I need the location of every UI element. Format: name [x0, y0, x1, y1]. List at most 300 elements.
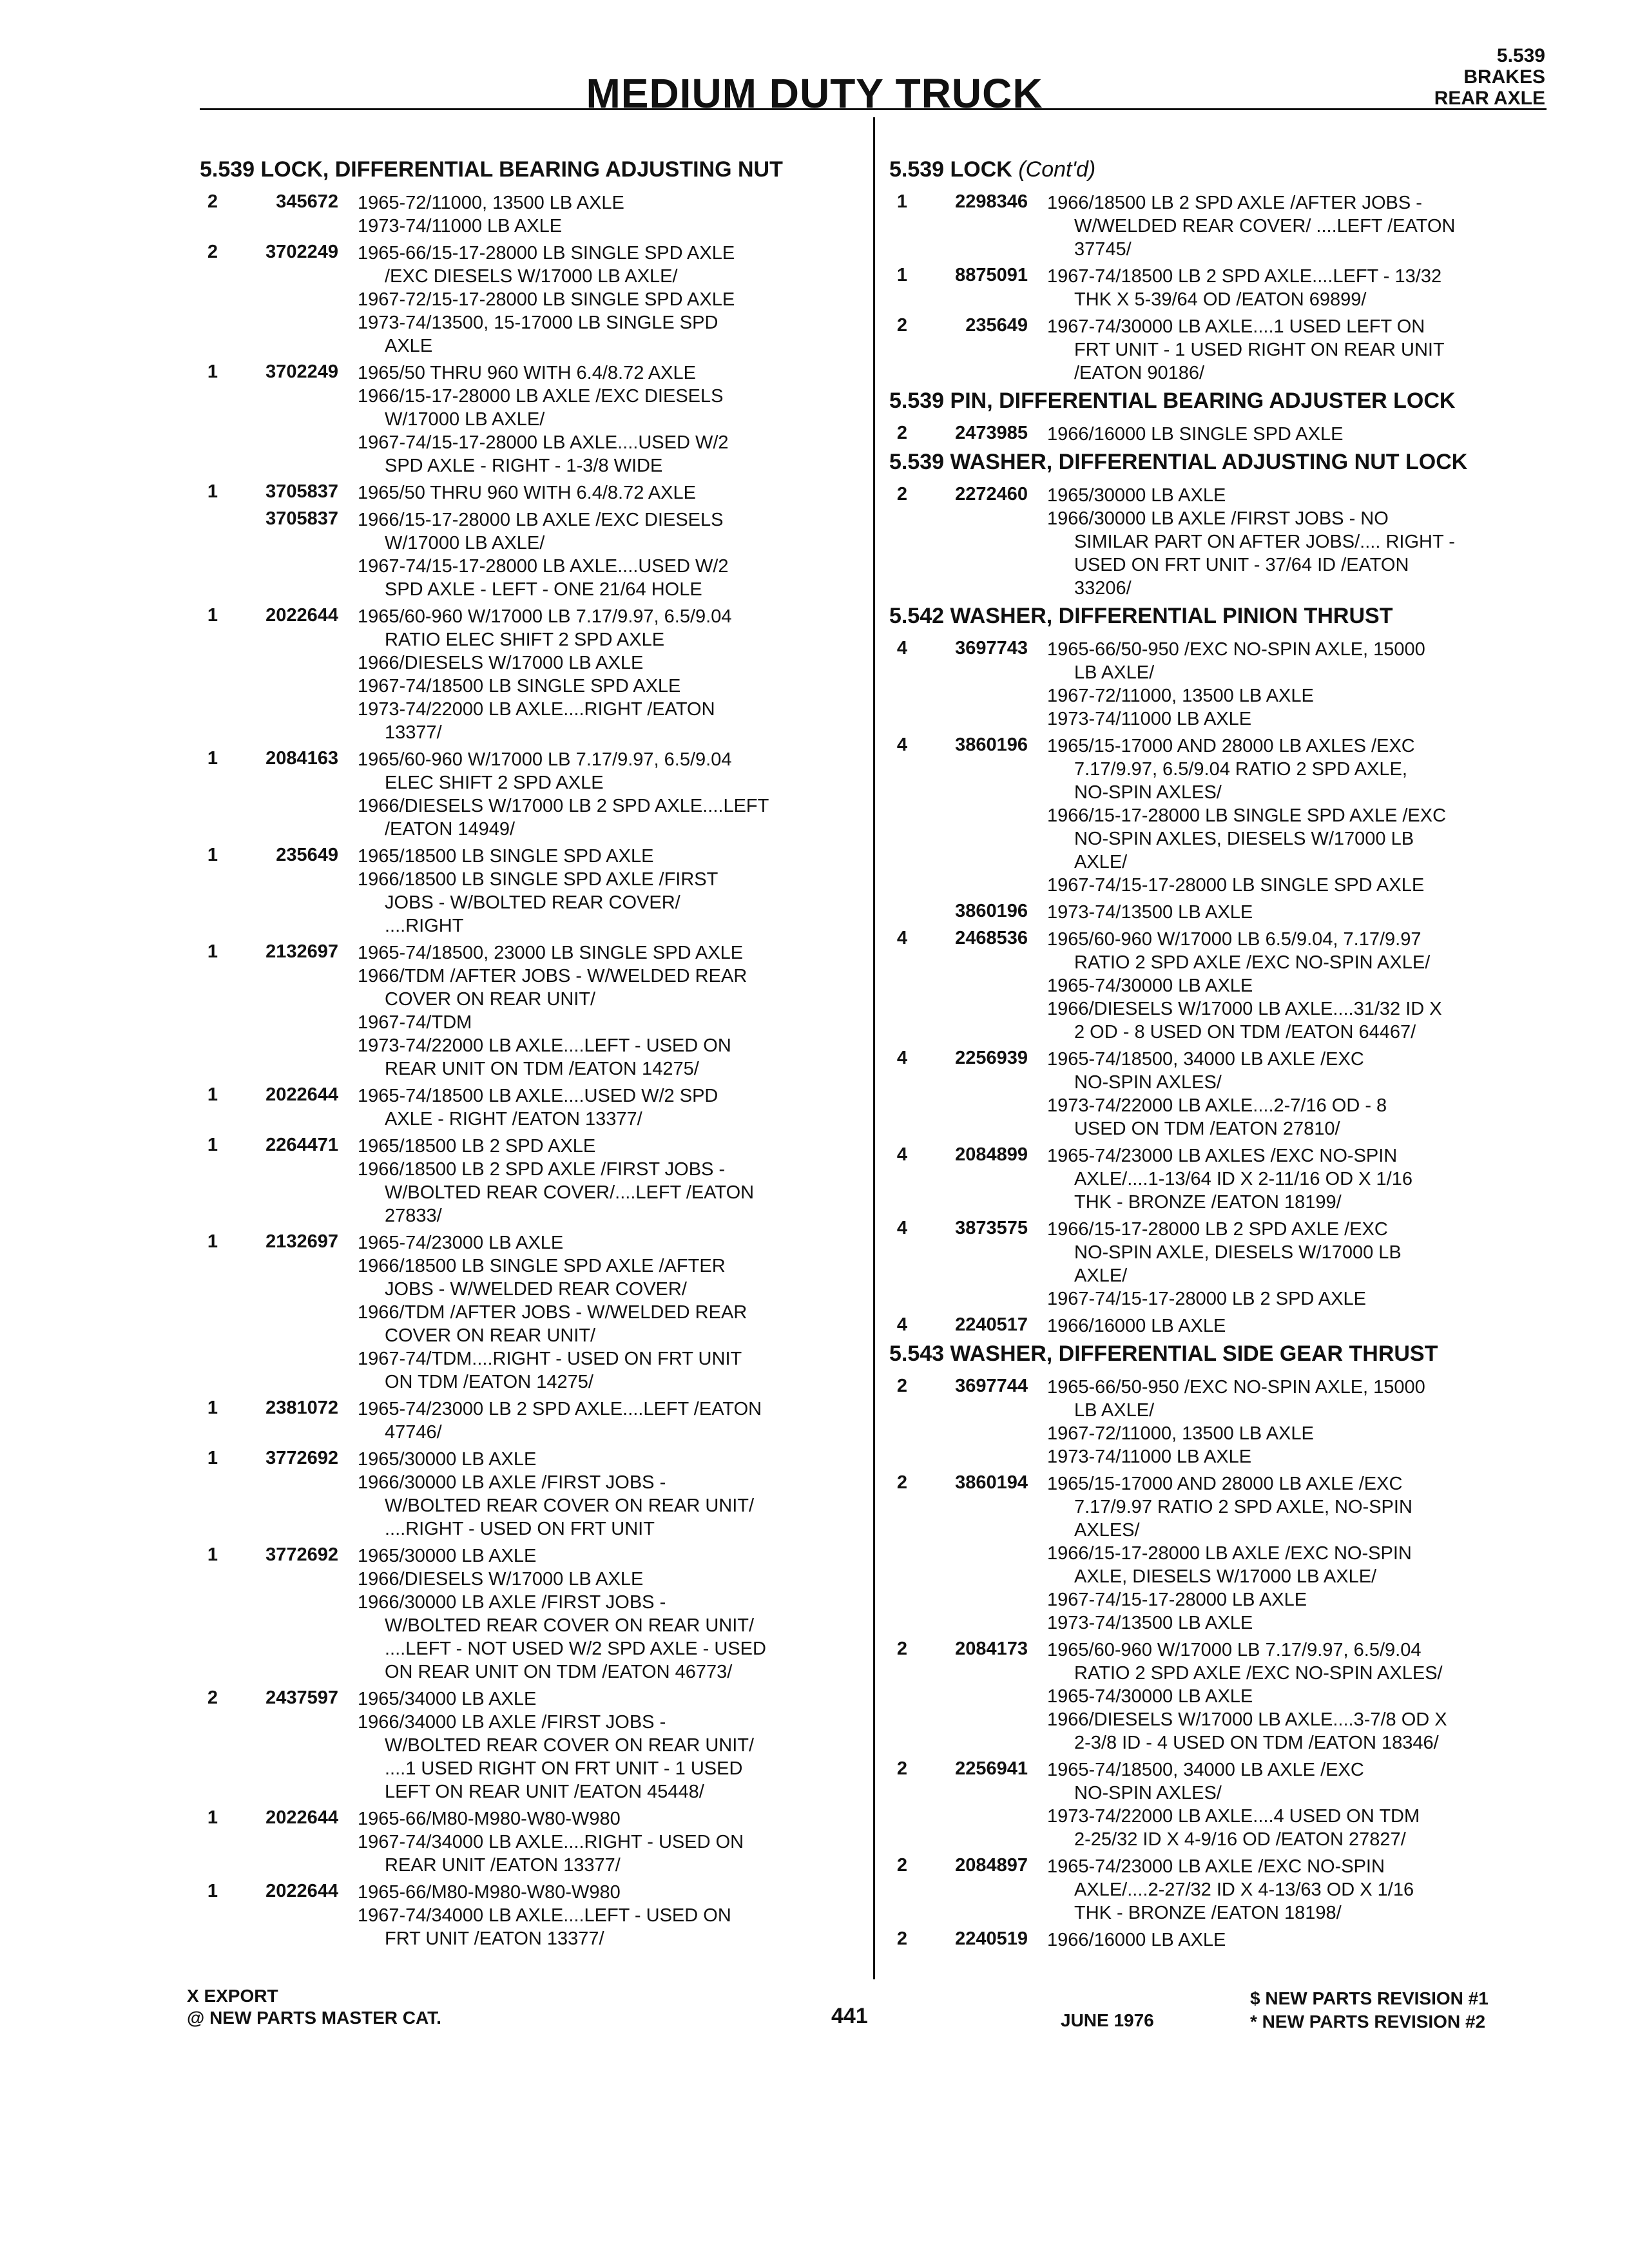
description-line: W/WELDED REAR COVER/ ....LEFT /EATON	[1074, 216, 1456, 236]
description-line: AXLE/....2-27/32 ID X 4-13/63 OD X 1/16	[1074, 1879, 1414, 1900]
description-line: 7.17/9.97 RATIO 2 SPD AXLE, NO-SPIN	[1074, 1497, 1412, 1517]
part-entry	[200, 1687, 851, 1803]
description-line: 1966/15-17-28000 LB AXLE /EXC NO-SPIN	[1047, 1543, 1412, 1564]
description	[358, 1807, 851, 1877]
description-line: AXLE/	[1074, 852, 1128, 872]
part-entry	[200, 605, 851, 744]
quantity: 1	[207, 481, 218, 502]
description-line: /EATON 14949/	[385, 819, 516, 840]
header-rule	[200, 108, 1547, 110]
section-heading	[889, 1341, 1553, 1367]
part-entry	[889, 1048, 1553, 1140]
quantity: 4	[896, 735, 908, 755]
description-line: 1965/15-17000 AND 28000 LB AXLES /EXC	[1047, 736, 1415, 756]
part-number: 3697743	[955, 638, 1028, 658]
description-line: NO-SPIN AXLES/	[1074, 1783, 1222, 1803]
description-line: 1966/TDM /AFTER JOBS - W/WELDED REAR	[358, 966, 747, 986]
description-line: 1967-74/34000 LB AXLE....RIGHT - USED ON	[358, 1832, 744, 1852]
part-number: 8875091	[955, 265, 1028, 285]
description-line: 1966/DIESELS W/17000 LB AXLE	[358, 653, 644, 673]
description-line: 37745/	[1074, 239, 1132, 260]
description-line: COVER ON REAR UNIT/	[385, 989, 596, 1010]
section-title: 5.539 LOCK	[889, 157, 1012, 182]
description-line: 1965-66/M80-M980-W80-W980	[358, 1882, 621, 1903]
part-number: 2022644	[265, 1084, 338, 1105]
description	[1047, 1376, 1553, 1468]
description	[1047, 1472, 1553, 1635]
part-entry	[889, 1314, 1553, 1338]
description-line: 1966/18500 LB 2 SPD AXLE /AFTER JOBS -	[1047, 193, 1422, 213]
description-line: W/17000 LB AXLE/	[385, 533, 545, 553]
description-line: 1965-74/18500, 34000 LB AXLE /EXC	[1047, 1760, 1364, 1780]
section-heading	[889, 157, 1553, 182]
description-line: /EXC DIESELS W/17000 LB AXLE/	[385, 266, 678, 287]
description-line: LB AXLE/	[1074, 662, 1155, 683]
description	[1047, 1639, 1553, 1754]
footer-date: JUNE 1976	[1061, 2010, 1154, 2030]
section-note: (Cont'd)	[1018, 157, 1096, 182]
description-line: 27833/	[385, 1206, 442, 1226]
part-number: 2272460	[955, 484, 1028, 505]
description-line: 1965/15-17000 AND 28000 LB AXLE /EXC	[1047, 1474, 1403, 1494]
description-line: AXLE	[385, 336, 433, 356]
part-number: 3860194	[955, 1472, 1028, 1493]
description-line: 1967-72/11000, 13500 LB AXLE	[1047, 1423, 1314, 1444]
description-line: JOBS - W/BOLTED REAR COVER/	[385, 892, 680, 913]
part-entry	[200, 1448, 851, 1541]
quantity: 2	[896, 484, 908, 505]
part-number: 3772692	[265, 1448, 338, 1468]
description-line: 1965-74/30000 LB AXLE	[1047, 1686, 1253, 1707]
quantity: 1	[207, 1881, 218, 1901]
description-line: W/BOLTED REAR COVER ON REAR UNIT/	[385, 1495, 755, 1516]
description-line: THK X 5-39/64 OD /EATON 69899/	[1074, 289, 1367, 310]
quantity: 2	[896, 1376, 908, 1396]
section-title: 5.539 WASHER, DIFFERENTIAL ADJUSTING NUT LOCK	[889, 450, 1468, 474]
description-line: 1965/60-960 W/17000 LB 6.5/9.04, 7.17/9.97	[1047, 929, 1422, 950]
description-line: /EATON 90186/	[1074, 363, 1205, 383]
part-entry	[200, 1881, 851, 1950]
part-entry	[889, 1855, 1553, 1925]
description-line: 1965/30000 LB AXLE	[358, 1449, 537, 1470]
description-line: 1967-74/TDM	[358, 1012, 472, 1033]
part-number: 3860196	[955, 901, 1028, 921]
description	[358, 1687, 851, 1803]
description-line: 1967-74/18500 LB SINGLE SPD AXLE	[358, 676, 681, 697]
description	[1047, 1758, 1553, 1851]
description-line: RATIO 2 SPD AXLE /EXC NO-SPIN AXLES/	[1074, 1663, 1443, 1684]
subcategory-label: REAR AXLE	[1434, 88, 1545, 109]
description-line: 1966/30000 LB AXLE /FIRST JOBS -	[358, 1592, 666, 1613]
part-number: 2084899	[955, 1144, 1028, 1165]
description	[1047, 901, 1553, 924]
description-line: 1966/16000 LB AXLE	[1047, 1316, 1226, 1336]
description-line: 1967-72/11000, 13500 LB AXLE	[1047, 686, 1314, 706]
part-entry	[889, 315, 1553, 385]
description	[1047, 191, 1553, 261]
part-entry	[889, 1376, 1553, 1468]
description-line: 1965-66/15-17-28000 LB SINGLE SPD AXLE	[358, 243, 735, 264]
description-line: ....1 USED RIGHT ON FRT UNIT - 1 USED	[385, 1758, 743, 1779]
part-number: 2256939	[955, 1048, 1028, 1068]
description-line: 1973-74/22000 LB AXLE....4 USED ON TDM	[1047, 1806, 1420, 1827]
description	[358, 1544, 851, 1684]
description	[358, 748, 851, 841]
description-line: 1965-66/50-950 /EXC NO-SPIN AXLE, 15000	[1047, 639, 1425, 660]
part-number: 2298346	[955, 191, 1028, 212]
quantity	[889, 901, 915, 924]
part-number: 3702249	[265, 242, 338, 262]
description-line: 1967-74/15-17-28000 LB 2 SPD AXLE	[1047, 1289, 1366, 1309]
quantity: 1	[896, 265, 908, 285]
description	[1047, 1855, 1553, 1925]
part-number: 3697744	[955, 1376, 1028, 1396]
description-line: NO-SPIN AXLES/	[1074, 782, 1222, 803]
description-line: W/BOLTED REAR COVER ON REAR UNIT/	[385, 1615, 755, 1636]
description	[358, 1084, 851, 1131]
description	[358, 1398, 851, 1444]
description-line: 1965-74/23000 LB AXLE	[358, 1233, 564, 1253]
section-corner	[1434, 45, 1545, 109]
quantity: 1	[207, 605, 218, 626]
description-line: 1966/16000 LB AXLE	[1047, 1930, 1226, 1950]
left-column	[200, 155, 851, 1954]
description-line: SPD AXLE - LEFT - ONE 21/64 HOLE	[385, 579, 702, 600]
quantity: 1	[207, 1448, 218, 1468]
right-column	[889, 155, 1553, 1956]
description-line: 1965-74/18500, 34000 LB AXLE /EXC	[1047, 1049, 1364, 1070]
description	[1047, 1928, 1553, 1952]
part-number: 2240519	[955, 1928, 1028, 1949]
part-entry	[889, 1928, 1553, 1952]
description	[1047, 735, 1553, 897]
part-entry	[889, 901, 1553, 924]
page-title: MEDIUM DUTY TRUCK	[586, 70, 1043, 117]
part-entry	[889, 265, 1553, 311]
column-divider	[873, 117, 875, 1979]
description-line: W/BOLTED REAR COVER/....LEFT /EATON	[385, 1182, 755, 1203]
part-number: 235649	[276, 845, 338, 865]
part-number: 2022644	[265, 1807, 338, 1828]
description-line: ON TDM /EATON 14275/	[385, 1372, 593, 1392]
description-line: ....LEFT - NOT USED W/2 SPD AXLE - USED	[385, 1639, 766, 1659]
description-line: THK - BRONZE /EATON 18198/	[1074, 1903, 1342, 1923]
description-line: RATIO 2 SPD AXLE /EXC NO-SPIN AXLE/	[1074, 952, 1431, 973]
quantity: 4	[896, 1314, 908, 1335]
description-line: 1973-74/11000 LB AXLE	[358, 216, 563, 236]
part-entry	[200, 845, 851, 937]
description-line: ....RIGHT - USED ON FRT UNIT	[385, 1519, 655, 1539]
description	[358, 1135, 851, 1227]
description-line: 1967-74/30000 LB AXLE....1 USED LEFT ON	[1047, 316, 1425, 337]
part-entry	[889, 1758, 1553, 1851]
quantity: 4	[896, 1144, 908, 1165]
part-number: 2022644	[265, 1881, 338, 1901]
description-line: 47746/	[385, 1422, 442, 1443]
description-line: 1965/18500 LB 2 SPD AXLE	[358, 1136, 596, 1157]
part-number: 3702249	[265, 361, 338, 382]
description-line: 1965/60-960 W/17000 LB 7.17/9.97, 6.5/9.04	[1047, 1640, 1422, 1660]
description-line: 1965-74/23000 LB AXLES /EXC NO-SPIN	[1047, 1146, 1398, 1166]
section-heading	[889, 604, 1553, 629]
description-line: 1965/18500 LB SINGLE SPD AXLE	[358, 846, 654, 867]
description-line: 1965/60-960 W/17000 LB 7.17/9.97, 6.5/9.04	[358, 606, 732, 627]
quantity: 1	[207, 1544, 218, 1565]
quantity: 1	[207, 1398, 218, 1418]
page-number: 441	[831, 2004, 868, 2028]
description-line: AXLE/	[1074, 1265, 1128, 1286]
description-line: SIMILAR PART ON AFTER JOBS/.... RIGHT -	[1074, 532, 1455, 552]
description-line: 1965-74/18500, 23000 LB SINGLE SPD AXLE	[358, 943, 744, 963]
description-line: 1966/16000 LB SINGLE SPD AXLE	[1047, 424, 1344, 445]
part-entry	[889, 928, 1553, 1044]
description-line: 2-3/8 ID - 4 USED ON TDM /EATON 18346/	[1074, 1733, 1439, 1753]
part-number: 2084897	[955, 1855, 1028, 1876]
section-title: 5.542 WASHER, DIFFERENTIAL PINION THRUST	[889, 604, 1393, 628]
part-entry	[889, 638, 1553, 731]
quantity: 2	[896, 1928, 908, 1949]
footer-revision-1: $ NEW PARTS REVISION #1	[1250, 1988, 1489, 2008]
description-line: 1966/30000 LB AXLE /FIRST JOBS - NO	[1047, 508, 1389, 529]
description-line: 33206/	[1074, 578, 1132, 599]
section-number: 5.539	[1496, 45, 1545, 66]
description-line: SPD AXLE - RIGHT - 1-3/8 WIDE	[385, 456, 663, 476]
description-line: REAR UNIT /EATON 13377/	[385, 1855, 621, 1876]
description-line: REAR UNIT ON TDM /EATON 14275/	[385, 1059, 699, 1079]
description-line: 1965/30000 LB AXLE	[358, 1546, 537, 1566]
part-number: 2468536	[955, 928, 1028, 948]
description-line: 1965-66/50-950 /EXC NO-SPIN AXLE, 15000	[1047, 1377, 1425, 1398]
description-line: 1966/DIESELS W/17000 LB 2 SPD AXLE....LEFT	[358, 796, 769, 816]
description-line: 1966/34000 LB AXLE /FIRST JOBS -	[358, 1712, 666, 1733]
description	[358, 1881, 851, 1950]
part-number: 2264471	[265, 1135, 338, 1155]
part-entry	[200, 1084, 851, 1131]
part-number: 2084163	[265, 748, 338, 769]
description-line: 1965/50 THRU 960 WITH 6.4/8.72 AXLE	[358, 483, 696, 503]
description-line: 1966/15-17-28000 LB 2 SPD AXLE /EXC	[1047, 1219, 1388, 1240]
description-line: FRT UNIT - 1 USED RIGHT ON REAR UNIT	[1074, 340, 1445, 360]
part-number: 3873575	[955, 1218, 1028, 1238]
description-line: 1966/18500 LB SINGLE SPD AXLE /FIRST	[358, 869, 718, 890]
description-line: 1966/DIESELS W/17000 LB AXLE	[358, 1569, 644, 1590]
quantity: 2	[896, 315, 908, 336]
description-line: 1965/30000 LB AXLE	[1047, 485, 1226, 506]
description-line: AXLE, DIESELS W/17000 LB AXLE/	[1074, 1566, 1377, 1587]
part-entry	[200, 191, 851, 238]
description-line: 1973-74/11000 LB AXLE	[1047, 1446, 1252, 1467]
description-line: LB AXLE/	[1074, 1400, 1155, 1421]
description-line: THK - BRONZE /EATON 18199/	[1074, 1192, 1342, 1213]
quantity: 2	[896, 423, 908, 443]
part-number: 2381072	[265, 1398, 338, 1418]
part-number: 345672	[276, 191, 338, 212]
footer-export: X EXPORT	[187, 1986, 278, 2006]
description-line: 1965-74/18500 LB AXLE....USED W/2 SPD	[358, 1086, 718, 1106]
quantity: 1	[207, 845, 218, 865]
part-number: 3772692	[265, 1544, 338, 1565]
description-line: NO-SPIN AXLE, DIESELS W/17000 LB	[1074, 1242, 1402, 1263]
description-line: 1965-72/11000, 13500 LB AXLE	[358, 193, 624, 213]
part-entry	[200, 1544, 851, 1684]
part-number: 2022644	[265, 605, 338, 626]
part-entry	[200, 481, 851, 505]
section-heading	[200, 157, 851, 182]
quantity: 2	[896, 1758, 908, 1779]
description-line: 1966/DIESELS W/17000 LB AXLE....3-7/8 OD X	[1047, 1709, 1447, 1730]
description	[1047, 1218, 1553, 1311]
section-title: 5.543 WASHER, DIFFERENTIAL SIDE GEAR THRUST	[889, 1341, 1438, 1366]
description	[358, 508, 851, 601]
quantity: 1	[896, 191, 908, 212]
quantity: 1	[207, 1135, 218, 1155]
quantity: 2	[207, 242, 218, 262]
description-line: 1973-74/13500, 15-17000 LB SINGLE SPD	[358, 312, 718, 333]
footer-new-parts: @ NEW PARTS MASTER CAT.	[187, 2008, 441, 2028]
quantity	[200, 508, 226, 601]
description-line: 7.17/9.97, 6.5/9.04 RATIO 2 SPD AXLE,	[1074, 759, 1407, 780]
quantity: 2	[896, 1855, 908, 1876]
quantity: 4	[896, 1218, 908, 1238]
quantity: 4	[896, 638, 908, 658]
part-entry	[889, 1144, 1553, 1214]
description-line: 1967-74/15-17-28000 LB AXLE	[1047, 1590, 1307, 1610]
description	[358, 845, 851, 937]
description-line: 1966/30000 LB AXLE /FIRST JOBS -	[358, 1472, 666, 1493]
description	[358, 191, 851, 238]
quantity: 2	[896, 1472, 908, 1493]
description-line: USED ON FRT UNIT - 37/64 ID /EATON	[1074, 555, 1409, 575]
description-line: 1965-74/30000 LB AXLE	[1047, 975, 1253, 996]
description-line: 1967-74/TDM....RIGHT - USED ON FRT UNIT	[358, 1349, 742, 1369]
description-line: AXLES/	[1074, 1520, 1140, 1541]
description-line: NO-SPIN AXLES/	[1074, 1072, 1222, 1093]
description-line: 1967-72/15-17-28000 LB SINGLE SPD AXLE	[358, 289, 735, 310]
description-line: 13377/	[385, 722, 442, 743]
description	[358, 242, 851, 358]
part-entry	[889, 423, 1553, 446]
part-entry	[200, 242, 851, 358]
description	[1047, 1314, 1553, 1338]
description-line: JOBS - W/WELDED REAR COVER/	[385, 1279, 687, 1300]
description	[1047, 638, 1553, 731]
description	[358, 481, 851, 505]
part-number: 2240517	[955, 1314, 1028, 1335]
part-number: 2132697	[265, 1231, 338, 1252]
description-line: 1965/34000 LB AXLE	[358, 1689, 537, 1709]
quantity: 1	[207, 1084, 218, 1105]
description-line: 1965/60-960 W/17000 LB 7.17/9.97, 6.5/9.04	[358, 749, 732, 770]
description-line: 1973-74/22000 LB AXLE....LEFT - USED ON	[358, 1035, 731, 1056]
part-entry	[200, 1807, 851, 1877]
part-number: 2132697	[265, 941, 338, 962]
quantity: 1	[207, 941, 218, 962]
description-line: AXLE/....1-13/64 ID X 2-11/16 OD X 1/16	[1074, 1169, 1412, 1189]
description-line: 1965-66/M80-M980-W80-W980	[358, 1809, 621, 1829]
description-line: 1973-74/22000 LB AXLE....RIGHT /EATON	[358, 699, 715, 720]
section-title: 5.539 LOCK, DIFFERENTIAL BEARING ADJUSTING NUT	[200, 157, 783, 182]
part-number: 3705837	[265, 508, 338, 529]
part-entry	[889, 1472, 1553, 1635]
description-line: 1973-74/13500 LB AXLE	[1047, 902, 1253, 923]
description-line: FRT UNIT /EATON 13377/	[385, 1928, 604, 1949]
footer-revision-2: * NEW PARTS REVISION #2	[1250, 2012, 1486, 2032]
quantity: 1	[207, 361, 218, 382]
description-line: 1973-74/13500 LB AXLE	[1047, 1613, 1253, 1633]
description-line: 1966/15-17-28000 LB AXLE /EXC DIESELS	[358, 386, 724, 407]
description	[1047, 315, 1553, 385]
description	[1047, 265, 1553, 311]
section-heading	[889, 450, 1553, 475]
description-line: 2 OD - 8 USED ON TDM /EATON 64467/	[1074, 1022, 1416, 1043]
part-entry	[200, 1398, 851, 1444]
description	[358, 1231, 851, 1394]
description-line: 1967-74/15-17-28000 LB SINGLE SPD AXLE	[1047, 875, 1425, 896]
description	[1047, 484, 1553, 600]
description-line: ELEC SHIFT 2 SPD AXLE	[385, 773, 604, 793]
description-line: 1967-74/15-17-28000 LB AXLE....USED W/2	[358, 432, 729, 453]
quantity: 1	[207, 1807, 218, 1828]
description	[358, 1448, 851, 1541]
description-line: 1967-74/18500 LB 2 SPD AXLE....LEFT - 13/32	[1047, 266, 1442, 287]
quantity: 1	[207, 1231, 218, 1252]
description-line: 1965-74/23000 LB AXLE /EXC NO-SPIN	[1047, 1856, 1385, 1877]
part-number: 2084173	[955, 1639, 1028, 1659]
part-entry	[200, 1231, 851, 1394]
quantity: 2	[207, 191, 218, 212]
part-entry	[200, 1135, 851, 1227]
description-line: NO-SPIN AXLES, DIESELS W/17000 LB	[1074, 829, 1414, 849]
description-line: 1966/18500 LB 2 SPD AXLE /FIRST JOBS -	[358, 1159, 726, 1180]
category-label: BRAKES	[1463, 66, 1545, 88]
description-line: 1966/18500 LB SINGLE SPD AXLE /AFTER	[358, 1256, 726, 1276]
quantity: 2	[207, 1687, 218, 1708]
description	[1047, 1048, 1553, 1140]
part-number: 2473985	[955, 423, 1028, 443]
part-number: 3705837	[265, 481, 338, 502]
description-line: W/BOLTED REAR COVER ON REAR UNIT/	[385, 1735, 755, 1756]
description-line: COVER ON REAR UNIT/	[385, 1325, 596, 1346]
section-heading	[889, 389, 1553, 414]
description-line: 1966/15-17-28000 LB AXLE /EXC DIESELS	[358, 510, 724, 530]
description-line: 1967-74/15-17-28000 LB AXLE....USED W/2	[358, 556, 729, 577]
description-line: 1966/TDM /AFTER JOBS - W/WELDED REAR	[358, 1302, 747, 1323]
part-entry	[889, 735, 1553, 897]
description	[358, 605, 851, 744]
part-number: 235649	[965, 315, 1028, 336]
quantity: 4	[896, 1048, 908, 1068]
description	[1047, 423, 1553, 446]
description-line: 1965/50 THRU 960 WITH 6.4/8.72 AXLE	[358, 363, 696, 383]
description-line: ON REAR UNIT ON TDM /EATON 46773/	[385, 1662, 733, 1682]
quantity: 4	[896, 928, 908, 948]
part-entry	[889, 484, 1553, 600]
part-entry	[200, 748, 851, 841]
part-entry	[889, 1218, 1553, 1311]
part-number: 2437597	[265, 1687, 338, 1708]
part-number: 3860196	[955, 735, 1028, 755]
part-entry	[889, 1639, 1553, 1754]
description-line: ....RIGHT	[385, 916, 464, 936]
description-line: 1967-74/34000 LB AXLE....LEFT - USED ON	[358, 1905, 731, 1926]
description-line: AXLE - RIGHT /EATON 13377/	[385, 1109, 642, 1129]
description	[358, 361, 851, 477]
section-title: 5.539 PIN, DIFFERENTIAL BEARING ADJUSTER LOCK	[889, 389, 1456, 413]
description	[1047, 1144, 1553, 1214]
description-line: W/17000 LB AXLE/	[385, 409, 545, 430]
description-line: 1973-74/22000 LB AXLE....2-7/16 OD - 8	[1047, 1095, 1387, 1116]
description-line: 1973-74/11000 LB AXLE	[1047, 709, 1252, 729]
